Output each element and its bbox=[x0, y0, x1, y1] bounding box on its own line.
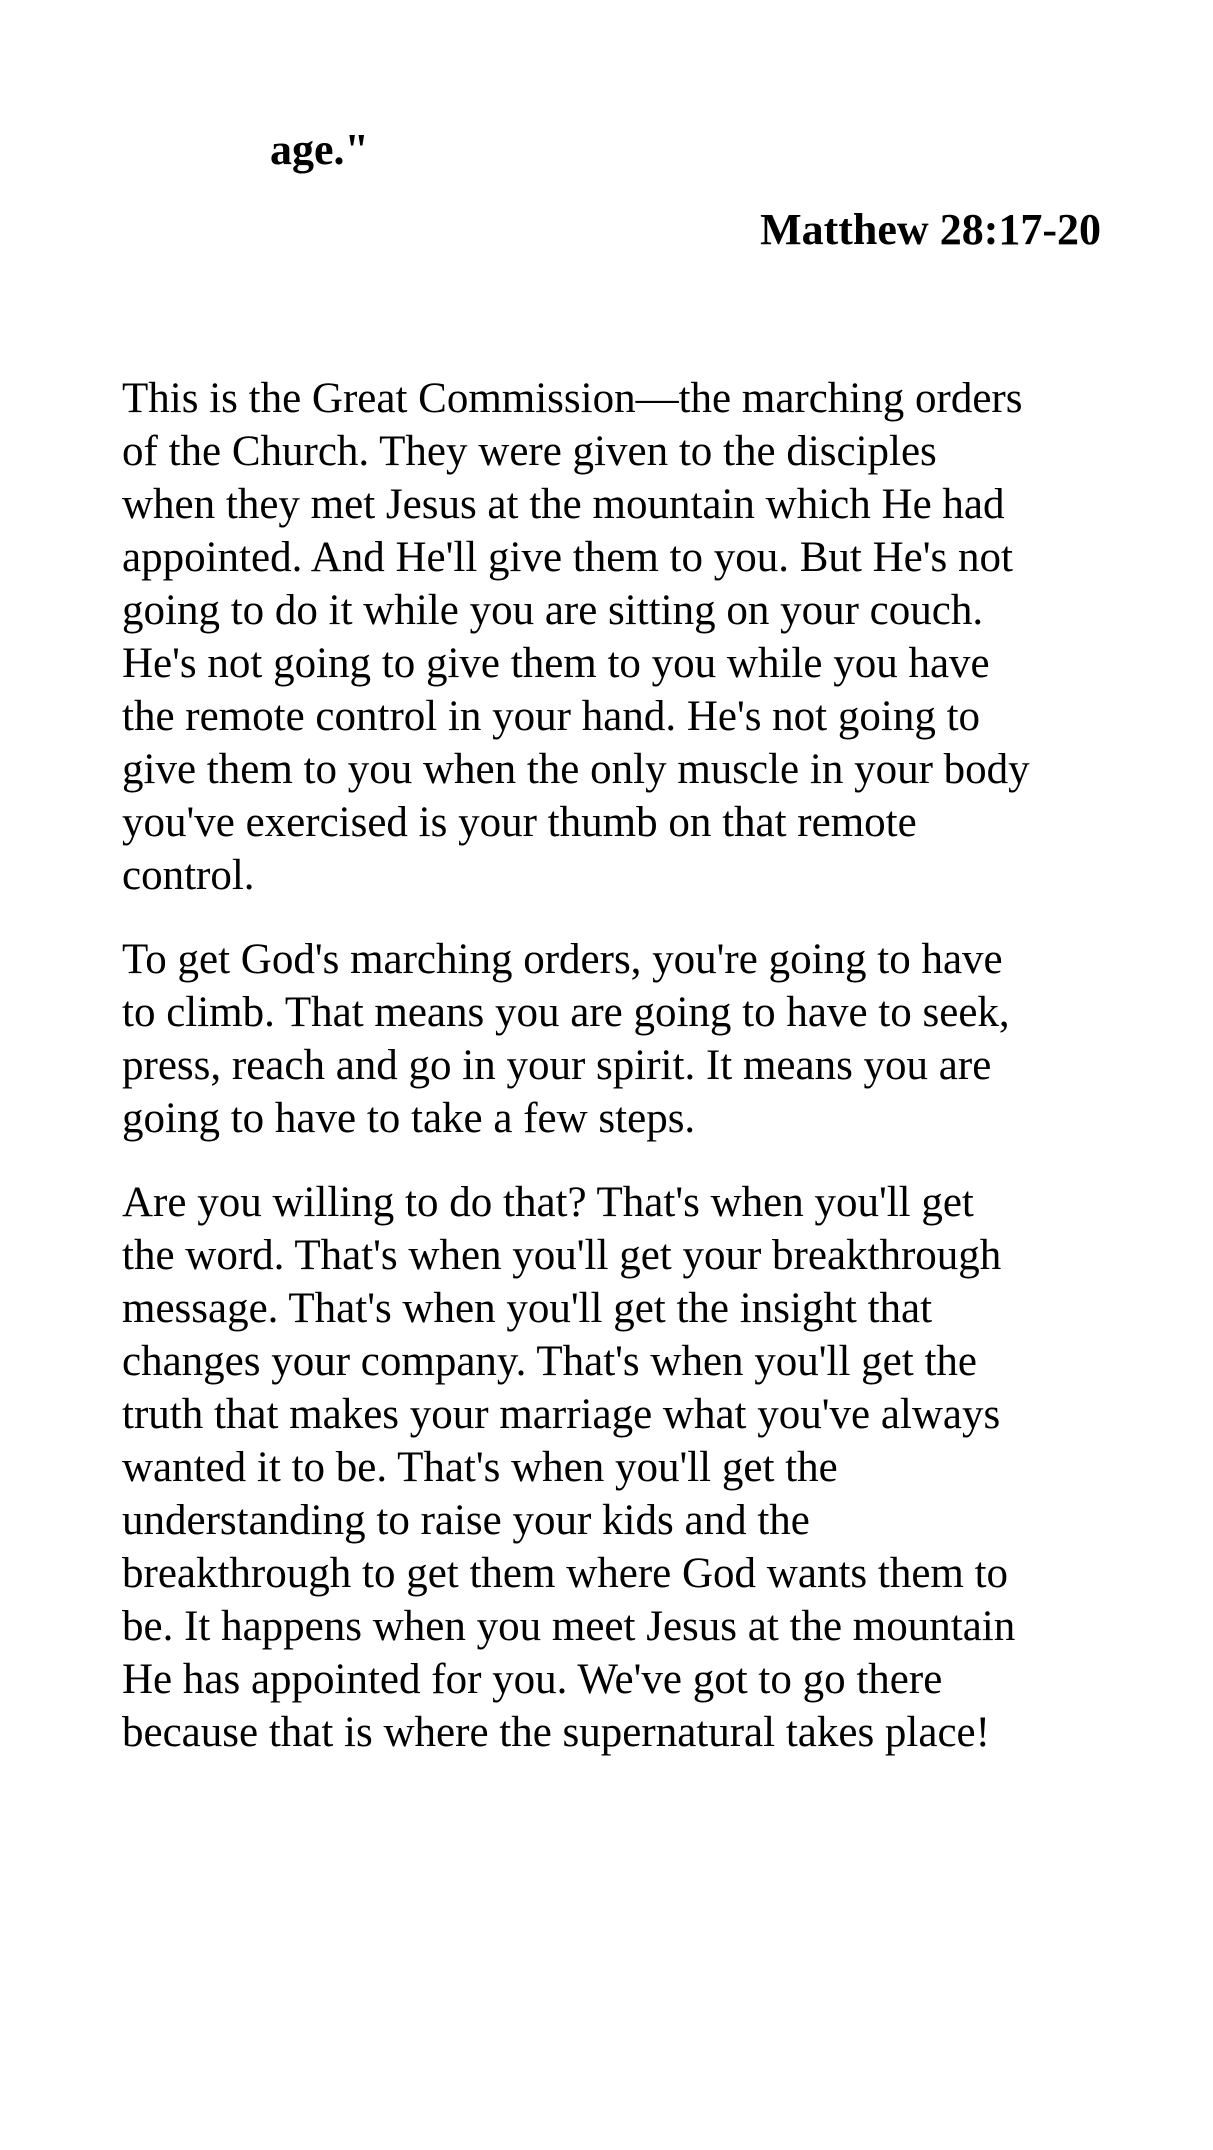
quote-ending: age." bbox=[270, 125, 369, 174]
text-line: give them to you when the only muscle in your body bbox=[122, 746, 1030, 793]
paragraph-2 bbox=[122, 933, 1102, 1145]
text-line: the remote control in your hand. He's not going to bbox=[122, 693, 981, 740]
text-line: because that is where the supernatural takes place! bbox=[122, 1709, 990, 1756]
text-line: To get God's marching orders, you're going to have bbox=[122, 936, 1003, 983]
text-line: when they met Jesus at the mountain which He had bbox=[122, 481, 1005, 528]
text-line: breakthrough to get them where God wants them to bbox=[122, 1550, 1009, 1597]
scripture-reference: Matthew 28:17-20 bbox=[760, 205, 1101, 254]
text-line: going to do it while you are sitting on your couch. bbox=[122, 587, 984, 634]
text-line: He's not going to give them to you while you have bbox=[122, 640, 990, 687]
text-line: message. That's when you'll get the insight that bbox=[122, 1285, 933, 1332]
text-line: wanted it to be. That's when you'll get the bbox=[122, 1444, 838, 1491]
text-line: to climb. That means you are going to have to seek, bbox=[122, 989, 1010, 1036]
text-line: appointed. And He'll give them to you. But He's not bbox=[122, 534, 1013, 581]
body-text bbox=[122, 372, 1102, 1790]
text-line: changes your company. That's when you'll get the bbox=[122, 1338, 977, 1385]
text-line: you've exercised is your thumb on that remote bbox=[122, 799, 917, 846]
paragraph-1 bbox=[122, 372, 1102, 902]
text-line: Are you willing to do that? That's when you'll get bbox=[122, 1179, 974, 1226]
paragraph-3 bbox=[122, 1176, 1102, 1759]
text-line: understanding to raise your kids and the bbox=[122, 1497, 810, 1544]
text-line: of the Church. They were given to the disciples bbox=[122, 428, 937, 475]
text-line: the word. That's when you'll get your breakthrough bbox=[122, 1232, 1002, 1279]
text-line: truth that makes your marriage what you've always bbox=[122, 1391, 1001, 1438]
text-line: control. bbox=[122, 852, 255, 899]
text-line: He has appointed for you. We've got to go there bbox=[122, 1656, 943, 1703]
text-line: This is the Great Commission—the marching orders bbox=[122, 375, 1023, 422]
text-line: going to have to take a few steps. bbox=[122, 1095, 696, 1142]
text-line: press, reach and go in your spirit. It means you are bbox=[122, 1042, 992, 1089]
text-line: be. It happens when you meet Jesus at the mountain bbox=[122, 1603, 1016, 1650]
